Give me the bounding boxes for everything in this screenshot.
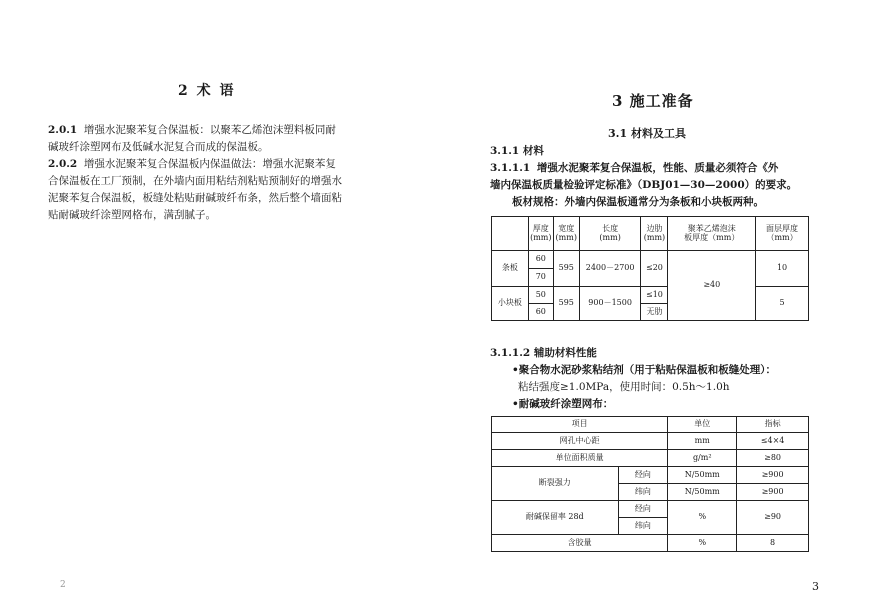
header-item: 项目 [492,417,668,433]
cell-item: 耐碱保留率 28d [492,501,619,535]
bullet-mesh: •耐碱玻纤涂塑网布： [512,398,614,410]
left-page-mark: 2 [60,580,66,590]
subsection-3-1-1-2: 3.1.1.2 辅助材料性能 [490,347,597,359]
cell-length: 900－1500 [579,287,641,321]
header-blank [492,217,529,251]
cell-index: ≥80 [737,450,809,467]
chapter-heading: 3 施工准备 [612,92,694,110]
subsection-3-1-1: 3.1.1 材料 [490,145,544,157]
header-thickness: 厚度 (mm) [528,217,553,251]
para-line: 增强水泥聚苯复合保温板，性能、质量必须符合《外 [536,162,779,174]
cell-item: 单位面积质量 [492,450,668,467]
para-line: 增强水泥聚苯复合保温板：以聚苯乙烯泡沫塑料板同耐 [83,124,336,136]
cell-index: ≥90 [737,501,809,535]
cell-thickness: 70 [528,269,553,287]
cell-length: 2400－2700 [579,251,641,287]
header-surface-thickness: 面层厚度 （mm） [756,217,809,251]
para-number: 2.0.2 [48,158,78,170]
page-number: 3 [812,580,819,593]
para-line: 合保温板在工厂预制，在外墙内面用粘结剂粘贴预制好的增强水 [48,175,342,187]
header-eps-thickness: 聚苯乙烯泡沫 板厚度（mm） [668,217,756,251]
cell-unit: % [668,501,737,535]
cell-unit: mm [668,433,737,450]
cell-unit: % [668,535,737,552]
para-line: 贴耐碱玻纤涂塑网格布，满刮腻子。 [48,209,216,221]
cell-unit: g/m² [668,450,737,467]
cell-surface: 5 [756,287,809,321]
cell-index: ≥900 [737,467,809,484]
para-line: 墙内保温板质量检验评定标准》（DBJ01—30—2000）的要求。 [490,179,798,191]
bullet-adhesive: •聚合物水泥砂浆粘结剂（用于粘贴保温板和板缝处理）： [512,364,776,376]
cell-index: 8 [737,535,809,552]
cell-item: 网孔中心距 [492,433,668,450]
para-2-0-1 [48,122,336,156]
header-rib: 边肋 (mm) [641,217,668,251]
cell-thickness: 60 [528,251,553,269]
para-line: 碱玻纤涂塑网布及低碱水泥复合而成的保温板。 [48,141,269,153]
cell-thickness: 50 [528,287,553,304]
para-number: 2.0.1 [48,124,78,136]
board-spec-table [491,216,809,321]
cell-direction: 纬向 [618,484,668,501]
cell-eps-thickness: ≥40 [668,251,756,321]
cell-width: 595 [553,287,579,321]
para-line: 增强水泥聚苯复合保温板内保温做法：增强水泥聚苯复 [83,158,336,170]
para-3-1-1-1 [490,160,797,211]
section-heading: 3.1 材料及工具 [608,127,686,140]
row-label-small: 小块板 [492,287,529,321]
cell-rib: ≤10 [641,287,668,304]
header-index: 指标 [737,417,809,433]
spec-line: 板材规格：外墙内保温板通常分为条板和小块板两种。 [512,196,764,208]
mesh-spec-table [491,416,809,552]
row-label-strip: 条板 [492,251,529,287]
header-width: 宽度 (mm) [553,217,579,251]
cell-direction: 经向 [618,467,668,484]
cell-rib: 无肋 [641,304,668,321]
header-length: 长度 (mm) [579,217,641,251]
cell-direction: 经向 [618,501,668,518]
para-line: 泥聚苯复合保温板，板缝处粘贴耐碱玻纤布条，然后整个墙面粘 [48,192,342,204]
cell-index: ≥900 [737,484,809,501]
cell-index: ≤4×4 [737,433,809,450]
cell-thickness: 60 [528,304,553,321]
para-number: 3.1.1.1 [490,162,531,174]
para-2-0-2 [48,156,342,224]
cell-direction: 纬向 [618,518,668,535]
cell-rib: ≤20 [641,251,668,287]
cell-item: 含胶量 [492,535,668,552]
left-section-heading: 2 术 语 [178,83,236,99]
header-unit: 单位 [668,417,737,433]
cell-surface: 10 [756,251,809,287]
cell-width: 595 [553,251,579,287]
cell-unit: N/50mm [668,484,737,501]
cell-item: 断裂强力 [492,467,619,501]
cell-unit: N/50mm [668,467,737,484]
bullet-adhesive-detail: 粘结强度≥1.0MPa，使用时间：0.5h～1.0h [518,381,730,393]
